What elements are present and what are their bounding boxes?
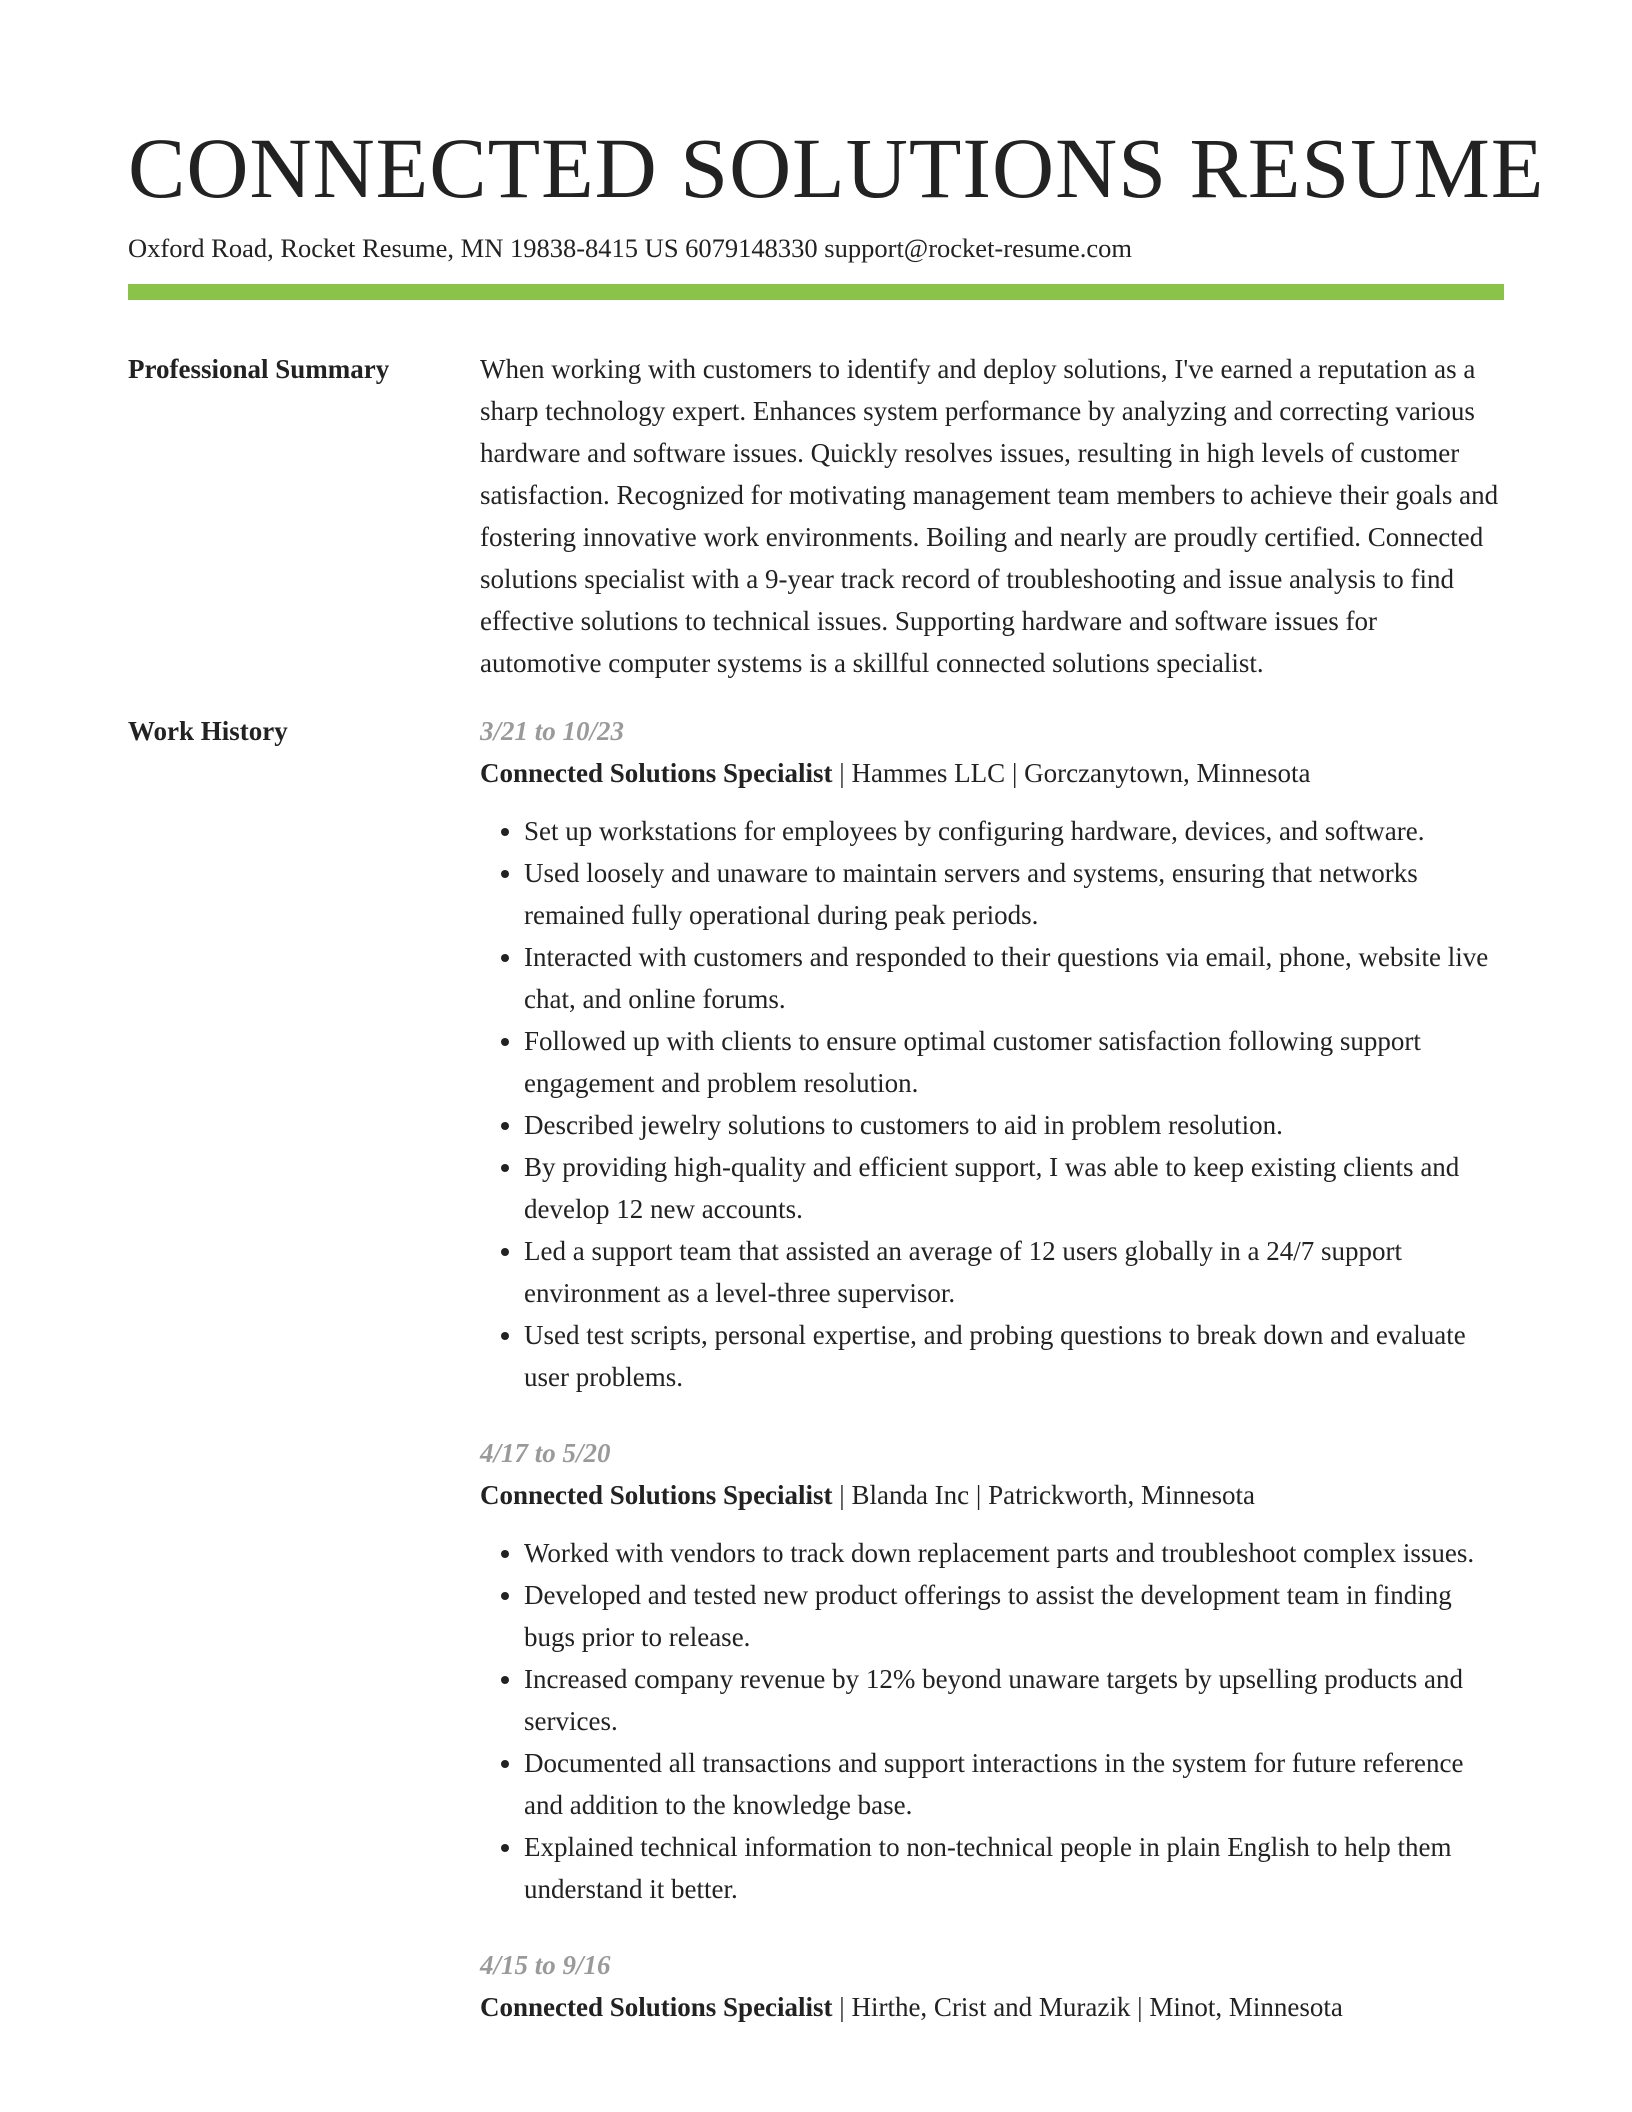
job-location: Gorczanytown, Minnesota [1024,758,1311,788]
job-bullet: • Documented all transactions and support interactions in the system for future reference and addition to the knowledge base. [524,1742,1504,1826]
job-entry [480,1432,1504,1910]
job-heading: Connected Solutions Specialist | Hirthe, Crist and Murazik | Minot, Minnesota [480,1992,1343,2022]
job-dates: 4/17 to 5/20 [480,1438,611,1468]
job-company: Hirthe, Crist and Murazik [851,1992,1131,2022]
job-bullet: • Set up workstations for employees by configuring hardware, devices, and software. [524,810,1504,852]
summary-text: When working with customers to identify and deploy solutions, I've earned a reputation as a sharp technology expert. Enhances system performance by analyzing and correcting various hardware and software issues. Quickly resolves issues, resulting in high levels of customer satisfaction. Recognized for motivating management team members to achieve their goals and fostering innovative work environments. Boiling and nearly are proudly certified. Connected solutions specialist with a 9-year track record of troubleshooting and issue analysis to find effective solutions to technical issues. Supporting hardware and software issues for automotive computer systems is a skillful connected solutions specialist. [480,354,1499,678]
professional-summary-section [128,348,1504,684]
job-entry [480,1944,1504,2028]
job-location: Patrickworth, Minnesota [988,1480,1256,1510]
job-heading: Connected Solutions Specialist | Hammes LLC | Gorczanytown, Minnesota [480,758,1311,788]
job-bullet: • By providing high-quality and efficient support, I was able to keep existing clients and develop 12 new accounts. [524,1146,1504,1230]
job-bullet: • Described jewelry solutions to customers to aid in problem resolution. [524,1104,1504,1146]
job-bullet: • Interacted with customers and responded to their questions via email, phone, website live chat, and online forums. [524,936,1504,1020]
job-bullet: • Led a support team that assisted an average of 12 users globally in a 24/7 support environment as a level-three supervisor. [524,1230,1504,1314]
job-title: Connected Solutions Specialist [480,1992,833,2022]
accent-divider [128,284,1504,300]
section-label-summary: Professional Summary [128,354,390,384]
resume-title: CONNECTED SOLUTIONS RESUME [128,120,1545,216]
job-bullet: • Developed and tested new product offerings to assist the development team in finding bugs prior to release. [524,1574,1504,1658]
job-bullet-list [480,810,1504,1398]
job-company: Blanda Inc [851,1480,970,1510]
job-bullet: • Increased company revenue by 12% beyond unaware targets by upselling products and services. [524,1658,1504,1742]
resume-page [128,118,1545,2062]
section-label-work-history: Work History [128,716,288,746]
job-bullet: • Worked with vendors to track down replacement parts and troubleshoot complex issues. [524,1532,1504,1574]
job-dates: 3/21 to 10/23 [480,716,625,746]
job-location: Minot, Minnesota [1149,1992,1343,2022]
work-history-list [480,710,1504,2062]
job-title: Connected Solutions Specialist [480,758,833,788]
job-bullet: • Used loosely and unaware to maintain servers and systems, ensuring that networks remained fully operational during peak periods. [524,852,1504,936]
job-bullet: • Explained technical information to non-technical people in plain English to help them understand it better. [524,1826,1504,1910]
summary-body [480,348,1504,684]
job-heading: Connected Solutions Specialist | Blanda Inc | Patrickworth, Minnesota [480,1480,1256,1510]
job-title: Connected Solutions Specialist [480,1480,833,1510]
job-bullet-list [480,1532,1504,1910]
job-company: Hammes LLC [851,758,1006,788]
job-bullet: • Used test scripts, personal expertise, and probing questions to break down and evaluate user problems. [524,1314,1504,1398]
work-history-section [128,710,1504,2062]
job-bullet: • Followed up with clients to ensure optimal customer satisfaction following support engagement and problem resolution. [524,1020,1504,1104]
contact-line: Oxford Road, Rocket Resume, MN 19838-8415 US 6079148330 support@rocket-resume.com [128,233,1133,263]
job-entry [480,710,1504,1398]
job-dates: 4/15 to 9/16 [480,1950,611,1980]
